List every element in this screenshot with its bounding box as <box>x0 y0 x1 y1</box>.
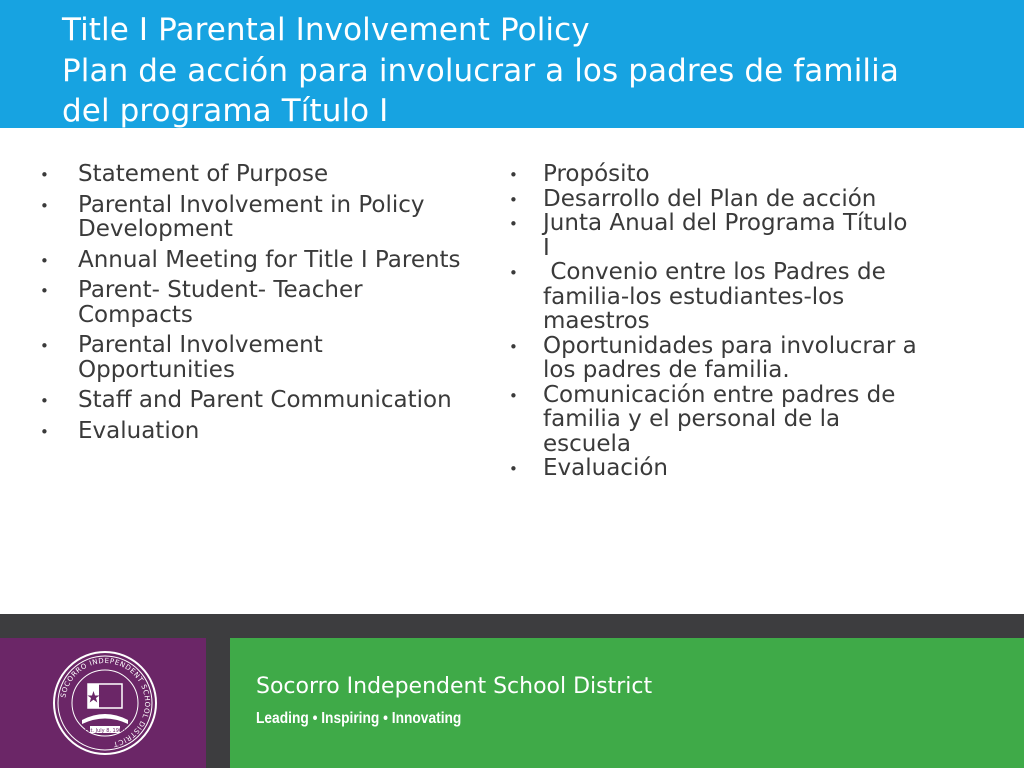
bullet-icon: • <box>40 282 49 300</box>
spanish-list-item: • Comunicación entre padres de familia y el personal de la escuela <box>509 381 896 457</box>
spanish-list-item: • Evaluación <box>509 455 668 481</box>
bullet-icon: • <box>40 392 49 410</box>
slide-title-line-2: Plan de acción para involucrar a los padres de familia <box>62 53 899 89</box>
spanish-list-item: • Desarrollo del Plan de acción <box>509 185 877 212</box>
english-bullet-list <box>40 162 470 449</box>
district-tagline: Leading • Inspiring • Innovating <box>256 710 462 727</box>
seal-established-text: Est. July 8, 1960 <box>84 727 126 734</box>
title-banner <box>0 0 1024 128</box>
district-name: Socorro Independent School District <box>256 674 653 699</box>
bullet-icon: • <box>509 190 518 209</box>
district-seal-icon <box>52 650 158 756</box>
english-list-item: • Annual Meeting for Title I Parents <box>40 246 461 273</box>
footer-divider <box>206 638 230 768</box>
footer-top-band <box>0 614 1024 638</box>
english-list-item: • Parental Involvement in Policy Development <box>40 191 425 242</box>
bullet-icon: • <box>40 251 49 270</box>
spanish-list-item: • Convenio entre los Padres de familia-los estudiantes-los maestros <box>509 259 894 334</box>
english-list-item: • Staff and Parent Communication <box>40 387 452 413</box>
seal-text: SOCORRO INDEPENDENT SCHOOL DISTRICT <box>59 656 152 749</box>
footer-green-panel <box>230 638 1024 768</box>
bullet-icon: • <box>40 196 49 215</box>
bullet-icon: • <box>40 337 49 355</box>
bullet-icon: • <box>509 337 518 356</box>
english-list-item: • Parent- Student- Teacher Compacts <box>40 277 363 328</box>
bullet-icon: • <box>509 166 518 184</box>
bullet-icon: • <box>40 422 49 441</box>
spanish-list-item: • Junta Anual del Programa Título I <box>509 210 908 261</box>
spanish-list-item: • Propósito <box>509 161 650 187</box>
spanish-bullet-list <box>509 162 919 481</box>
slide-title-line-3: del programa Título I <box>62 93 389 129</box>
bullet-icon: • <box>509 215 518 233</box>
bullet-icon: • <box>509 386 518 405</box>
slide-title-line-1: Title I Parental Involvement Policy <box>62 12 590 48</box>
spanish-list-item: • Oportunidades para involucrar a los padres de familia. <box>509 332 917 383</box>
english-list-item: • Evaluation <box>40 417 200 444</box>
bullet-icon: • <box>509 460 518 478</box>
svg-text:SOCORRO INDEPENDENT SCHOOL DIS <box>59 657 151 748</box>
bullet-icon: • <box>40 166 49 184</box>
bullet-icon: • <box>509 264 518 282</box>
english-list-item: • Parental Involvement Opportunities <box>40 332 323 383</box>
english-list-item: • Statement of Purpose <box>40 161 329 187</box>
footer-logo-panel <box>0 638 206 768</box>
